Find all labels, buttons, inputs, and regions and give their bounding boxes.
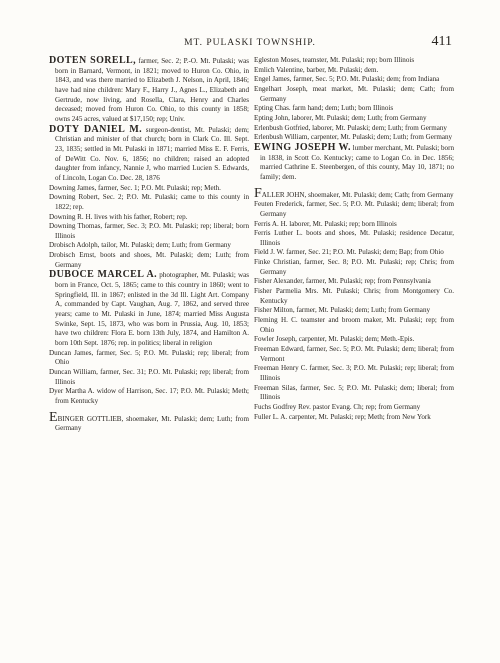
directory-entry	[49, 251, 249, 270]
directory-entry	[254, 229, 454, 248]
entry-text: Duncan William, farmer, Sec. 31; P.O. Mt. Pulaski; rep; liberal; from Illinois	[49, 368, 249, 386]
directory-entry	[49, 368, 249, 387]
page-number: 411	[431, 34, 452, 49]
directory-entry	[49, 270, 249, 348]
entry-text: Erlenbush Gotfried, laborer, Mt. Pulaski; dem; Luth; from Germany	[254, 123, 447, 132]
entry-text: ALLER JOHN, shoemaker, Mt. Pulaski; dem; Cath; from Germany	[261, 190, 454, 199]
entry-text: Downing James, farmer, Sec. 1; P.O. Mt. Pulaski; rep; Meth.	[49, 183, 221, 192]
page-header	[48, 34, 452, 52]
entry-text: Fisher Alexander, farmer, Mt. Pulaski; rep; from Pennsylvania	[254, 277, 431, 286]
directory-entry	[254, 85, 454, 104]
directory-entry	[254, 335, 454, 345]
entry-name: DOTY DANIEL M.	[49, 123, 143, 135]
entry-text: Fisher Milton, farmer, Mt. Pulaski; dem; Luth; from Germany	[254, 306, 431, 315]
directory-entry	[254, 248, 454, 258]
directory-entry	[254, 403, 454, 413]
entry-text: Freeman Edward, farmer, Sec. 5; P.O. Mt. Pulaski; dem; liberal; from Vermont	[254, 345, 454, 363]
entry-text: Fleming H. C. teamster and broom maker, Mt. Pulaski; rep; from Ohio	[254, 316, 454, 334]
directory-entry	[49, 125, 249, 184]
entry-text: Ferris Luther L. boots and shoes, Mt. Pulaski; residence Decatur, Illinois	[254, 229, 454, 247]
directory-entry	[49, 213, 249, 223]
directory-entry	[49, 222, 249, 241]
entry-text: Drobisch Ernst, boots and shoes, Mt. Pulaski; dem; Luth; from Germany	[49, 251, 249, 269]
entry-text: Fuller L. A. carpenter, Mt. Pulaski; rep; Meth; from New York	[254, 412, 431, 421]
entry-text: surgeon-dentist, Mt. Pulaski; dem; Christian and minister of that church; born in Clark Co. Ill. Sept. 23, 1835; settled in Mt. Pulaski in 1871; married Miss E. F. Ferris, of DeWitt Co. Nov. 6, 1856; no children; raised an adopted daughter from infancy, Nannie J, who married Lucien S. Edwards, of Lincoln, Logan Co. Dec. 28, 1876	[55, 125, 249, 182]
directory-entry	[49, 184, 249, 194]
entry-text: Fuchs Godfrey Rev. pastor Evang. Ch; rep; from Germany	[254, 402, 421, 411]
directory-entry	[49, 56, 249, 125]
entry-text: BINGER GOTTLIEB, shoemaker, Mt. Pulaski; dem; Luth; from Germany	[55, 414, 249, 433]
entry-text: Downing Thomas, farmer, Sec. 3; P.O. Mt. Pulaski; rep; liberal; born Illinois	[49, 222, 249, 240]
directory-entry	[254, 56, 454, 66]
directory-entry	[254, 258, 454, 277]
entry-name: DOTEN SORELL,	[49, 55, 136, 66]
directory-entry	[49, 409, 249, 434]
directory-entry	[254, 114, 454, 124]
directory-entry	[254, 220, 454, 230]
entry-text: Downing R. H. lives with his father, Robert; rep.	[49, 212, 188, 221]
entry-text: Epting John, laborer, Mt. Pulaski; dem; Luth; from Germany	[254, 113, 427, 122]
directory-entry	[49, 349, 249, 368]
entry-text: Downing Robert, Sec. 2; P.O. Mt. Pulaski; came to this county in 1822; rep.	[49, 193, 249, 211]
entry-text: Field J. W. farmer, Sec. 21; P.O. Mt. Pulaski; dem; Bap; from Ohio	[254, 248, 444, 257]
directory-entry	[254, 124, 454, 134]
directory-entry	[254, 143, 454, 183]
entry-text: lumber merchant, Mt. Pulaski; born in 1838, in Scott Co. Kentucky; came to Logan Co. in Dec. 1856; married Cathrine E. Steenbergen, of this county, May 10, 1871; no family; dem.	[260, 143, 454, 181]
directory-entry	[254, 75, 454, 85]
entry-text: Drobisch Adolph, tailor, Mt. Pulaski; dem; Luth; from Germany	[49, 241, 231, 250]
directory-entry	[254, 384, 454, 403]
drop-initial: F	[254, 185, 262, 201]
entry-text: Duncan James, farmer, Sec. 5; P.O. Mt. Pulaski; rep; liberal; from Ohio	[49, 348, 249, 367]
directory-entry	[254, 66, 454, 76]
left-column	[49, 56, 249, 434]
directory-entry	[254, 277, 454, 287]
directory-entry	[254, 316, 454, 335]
entry-name: DUBOCE MARCEL A.	[49, 269, 158, 281]
entry-text: Emlich Valentine, barber, Mt. Pulaski; dem.	[254, 65, 379, 74]
entry-text: Fowler Joseph, carpenter, Mt. Pulaski; dem; Meth.-Epis.	[254, 335, 415, 344]
entry-text: Feuten Frederick, farmer, Sec. 5; P.O. Mt. Pulaski; dem; liberal; from Germany	[254, 200, 454, 218]
entry-text: Epting Chas. farm hand; dem; Luth; born Illinois	[254, 104, 394, 113]
entry-text: Dyer Martha A. widow of Harrison, Sec. 17; P.O. Mt. Pulaski; Meth; from Kentucky	[49, 387, 249, 405]
entry-name: EWING JOSEPH W.	[254, 141, 351, 153]
directory-entry	[254, 364, 454, 383]
directory-entry	[49, 241, 249, 251]
directory-entry	[254, 200, 454, 219]
entry-text: Erlenbush William, carpenter, Mt. Pulaski; dem; Luth; from Germany	[254, 133, 453, 142]
entry-text: Engelhart Joseph, meat market, Mt. Pulaski; dem; Cath; from Germany	[254, 84, 454, 103]
entry-text: Finke Christian, farmer, Sec. 8; P.O. Mt. Pulaski; rep; Chris; from Germany	[254, 258, 454, 276]
entry-text: Ferris A. H. laborer, Mt. Pulaski; rep; born Illinois	[254, 219, 397, 228]
drop-initial: E	[49, 409, 58, 425]
directory-entry	[254, 345, 454, 364]
running-head: MT. PULASKI TOWNSHIP.	[184, 38, 316, 48]
directory-entry	[49, 193, 249, 212]
directory-entry	[254, 413, 454, 423]
entry-text: Freeman Silas, farmer, Sec. 5; P.O. Mt. Pulaski; dem; liberal; from Illinois	[254, 383, 454, 402]
directory-entry	[254, 306, 454, 316]
right-column	[254, 56, 454, 422]
entry-text: photographer, Mt. Pulaski; was born in France, Oct. 5, 1865; came to this country in 1860; went to Springfield, Ill. in 1867; enlisted in the 3d Ill. Light Art. Company A, commanded by Capt. Vaughan, Aug. 7, 1862, and served three years; came to Mt. Pulaski in June, 1874; married Miss Augusta Swinke, Sept. 15, 1873, who was born in Prussia, Aug. 10, 1853; have two children: Flora E. born 13th July, 1874, and Hamilton A. born 10th Sept. 1876; rep. in politics; liberal in religion	[55, 271, 249, 348]
entry-text: Fisher Parmelia Mrs. Mt. Pulaski; Chris; from Montgomery Co. Kentucky	[254, 287, 454, 305]
entry-text: Egleston Moses, teamster, Mt. Pulaski; rep; born Illinois	[254, 56, 415, 64]
entry-text: Freeman Henry C. farmer, Sec. 3; P.O. Mt. Pulaski; rep; liberal; from Illinois	[254, 364, 454, 382]
directory-entry	[254, 185, 454, 201]
directory-entry	[254, 104, 454, 114]
entry-text: farmer, Sec. 2; P.-O. Mt. Pulaski; was born in Barnard, Vermont, in 1821; moved to Huron Co. Ohio, in 1843, and was there married to Elizabeth J. Nelson, in April, 1846; have had nine children: Mary F., Harry J., Agnes L., Elizabeth and Gertrude, now living, and Rosella, Clara, Henry and Charles deceased; moved from Huron Co. Ohio, to this county in 1858; owns 245 acres, valued at $17,150; rep; Univ.	[55, 57, 249, 123]
directory-entry	[254, 287, 454, 306]
entry-text: Engel James, farmer, Sec. 5; P.O. Mt. Pulaski; dem; from Indiana	[254, 75, 440, 84]
directory-entry	[49, 387, 249, 406]
